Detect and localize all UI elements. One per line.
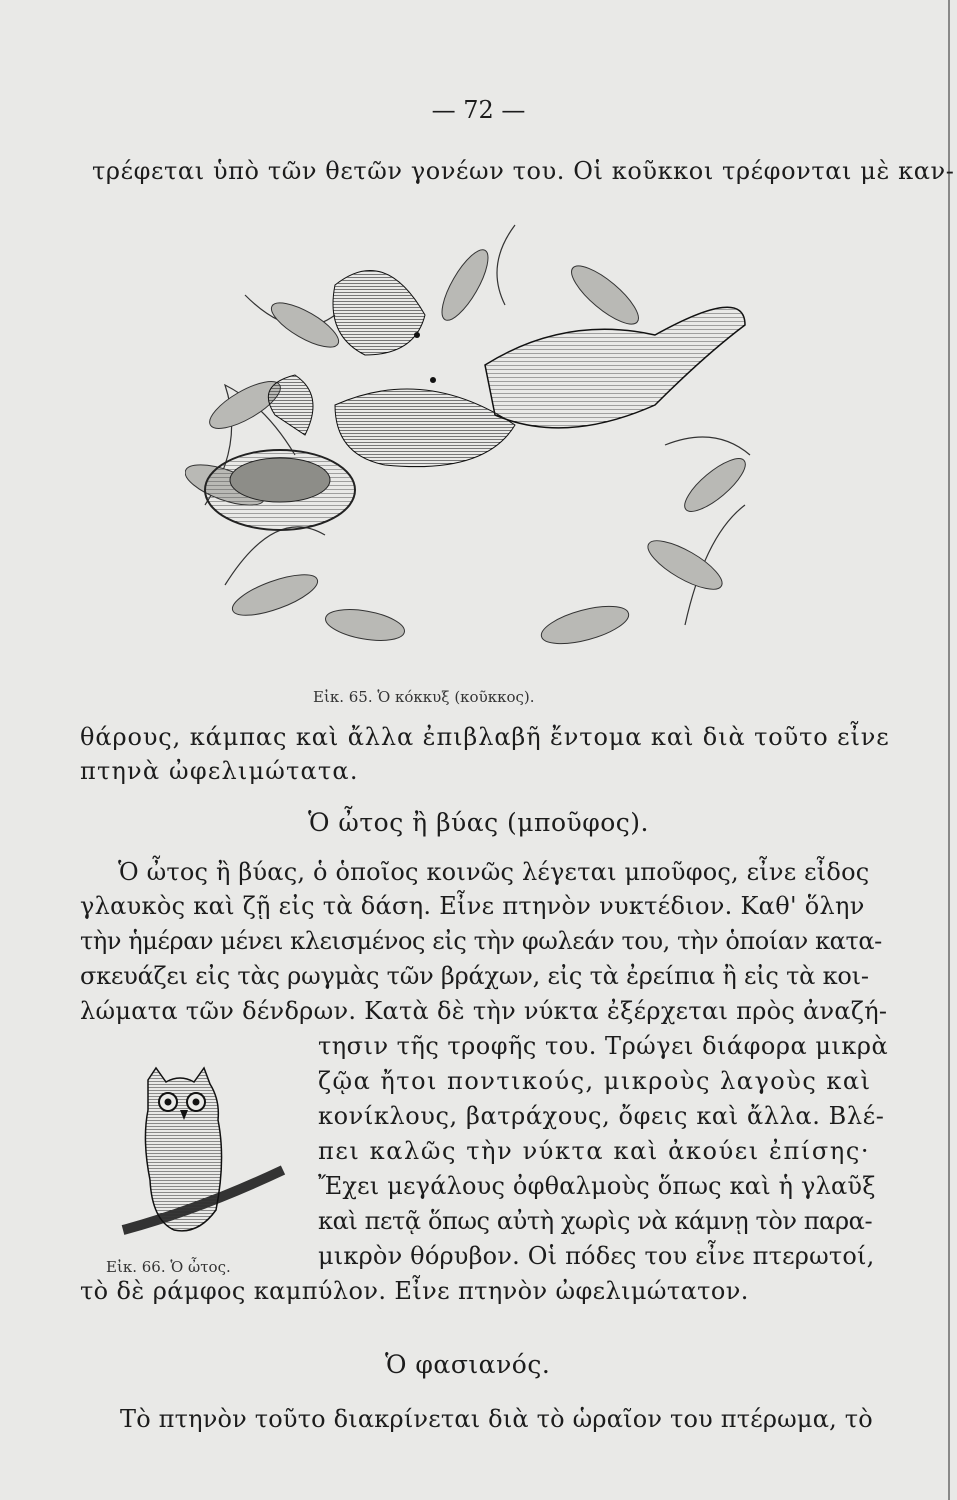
page-edge	[948, 0, 950, 1500]
figure-65-caption: Εἰκ. 65. Ὁ κόκκυξ (κοῦκκος).	[313, 688, 535, 706]
text-line: Ὁ ὦτος ἢ βύας, ὁ ὁποῖος κοινῶς λέγεται μποῦφος, εἶνε εἶδος	[118, 858, 870, 886]
text-line: τησιν τῆς τροφῆς του. Τρώγει διάφορα μικρὰ	[318, 1032, 889, 1060]
text-line: καὶ πετᾷ ὅπως αὐτὴ χωρὶς νὰ κάμνῃ τὸν παρα-	[318, 1207, 873, 1235]
text-line: λώματα τῶν δένδρων. Κατὰ δὲ τὴν νύκτα ἐξέρχεται πρὸς ἀναζή-	[80, 997, 888, 1025]
text-line: κονίκλους, βατράχους, ὄφεις καὶ ἄλλα. Βλέ-	[318, 1102, 885, 1130]
text-line: γλαυκὸς καὶ ζῇ εἰς τὰ δάση. Εἶνε πτηνὸν νυκτέδιον. Καθ' ὅλην	[80, 892, 865, 920]
text-line: Ἔχει μεγάλους ὀφθαλμοὺς ὅπως καὶ ἡ γλαῦξ	[318, 1172, 876, 1200]
section-heading-owl: Ὁ ὦτος ἢ βύας (μποῦφος).	[308, 808, 649, 837]
text-line: πει καλῶς τὴν νύκτα καὶ ἀκούει ἐπίσης·	[318, 1137, 871, 1165]
text-line: πτηνὰ ὠφελιμώτατα.	[80, 757, 359, 785]
section-heading-pheasant: Ὁ φασιανός.	[385, 1350, 551, 1379]
text-line: σκευάζει εἰς τὰς ρωγμὰς τῶν βράχων, εἰς τὰ ἐρείπια ἢ εἰς τὰ κοι-	[80, 962, 869, 990]
page-number: — 72 —	[431, 96, 526, 124]
cuckoo-illustration	[185, 205, 755, 674]
text-line: ζῷα ἤτοι ποντικούς, μικροὺς λαγοὺς καὶ	[318, 1067, 872, 1095]
text-line: τρέφεται ὑπὸ τῶν θετῶν γονέων του. Οἱ κοῦκκοι τρέφονται μὲ καν-	[92, 157, 955, 185]
text-line: μικρὸν θόρυβον. Οἱ πόδες του εἶνε πτερωτοί,	[318, 1242, 875, 1270]
figure-66-caption: Εἰκ. 66. Ὁ ὦτος.	[106, 1258, 231, 1276]
text-line: τὸ δὲ ράμφος καμπύλον. Εἶνε πτηνὸν ὠφελιμώτατον.	[80, 1277, 749, 1305]
text-line: θάρους, κάμπας καὶ ἄλλα ἐπιβλαβῆ ἔντομα καὶ διὰ τοῦτο εἶνε	[80, 723, 890, 751]
text-line: τὴν ἡμέραν μένει κλεισμένος εἰς τὴν φωλεάν του, τὴν ὁποίαν κατα-	[80, 927, 882, 955]
owl-illustration	[108, 1060, 288, 1249]
text-line: Τὸ πτηνὸν τοῦτο διακρίνεται διὰ τὸ ὡραῖον του πτέρωμα, τὸ	[120, 1405, 873, 1433]
